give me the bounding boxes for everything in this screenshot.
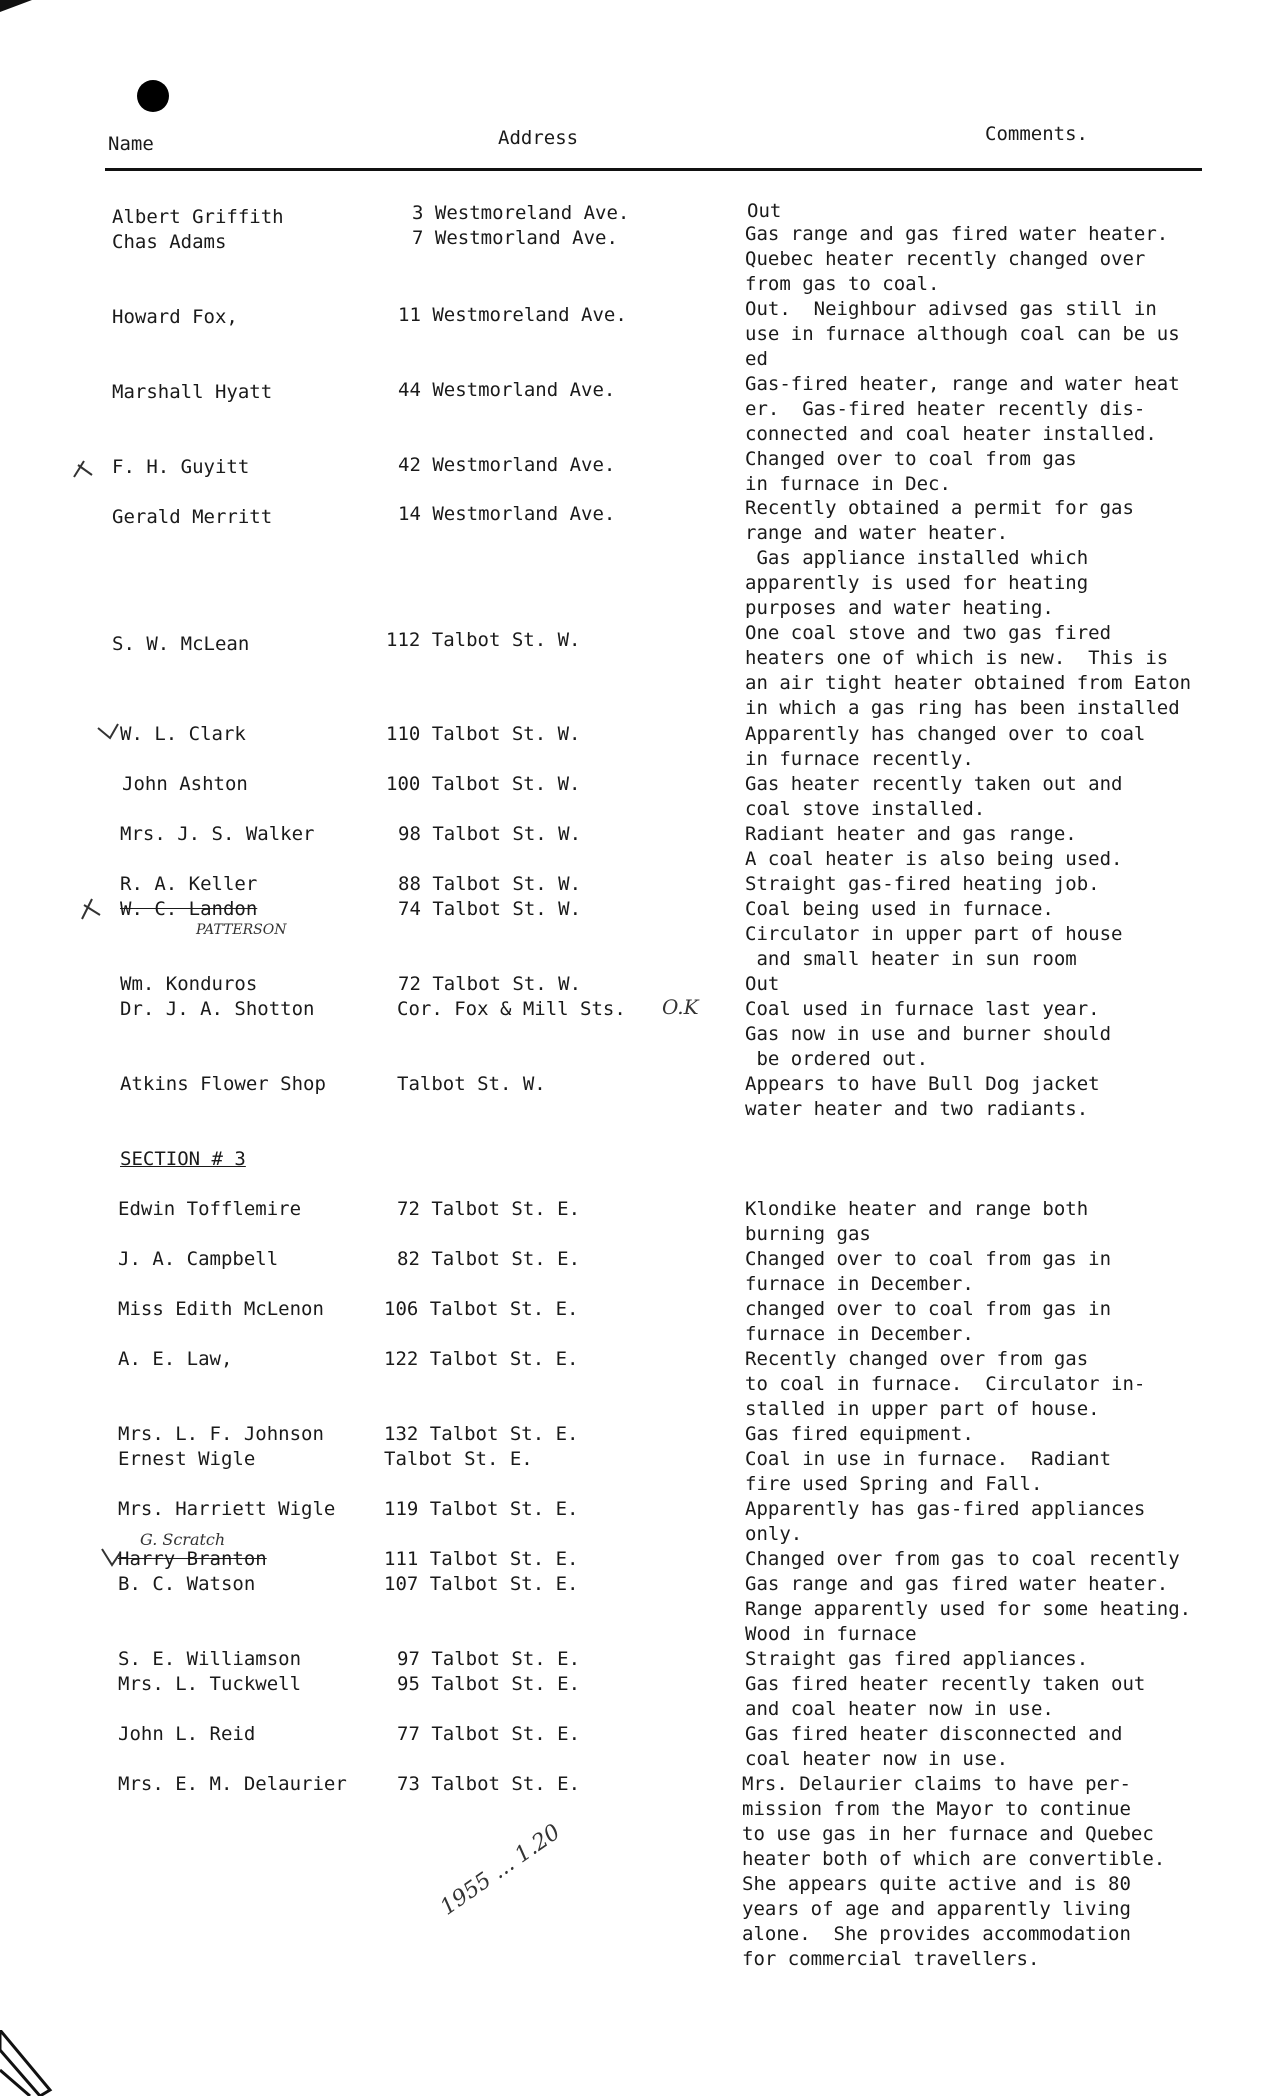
entry-name: B. C. Watson: [118, 1573, 256, 1595]
entry-comment: for commercial travellers.: [742, 1948, 1040, 1970]
entry-comment: Wood in furnace: [745, 1623, 917, 1645]
entry-address: 44 Westmorland Ave.: [398, 379, 616, 401]
entry-comment: years of age and apparently living: [742, 1898, 1131, 1920]
entry-address: 77 Talbot St. E.: [397, 1723, 581, 1745]
entry-address: 7 Westmorland Ave.: [412, 227, 618, 249]
entry-address: 132 Talbot St. E.: [384, 1423, 579, 1445]
handwritten-date-note: 1955 ... 1.20: [436, 1819, 565, 1921]
entry-comment: Changed over to coal from gas in: [745, 1248, 1112, 1270]
entry-name: Mrs. Harriett Wigle: [118, 1498, 336, 1520]
entry-comment: Gas fired heater disconnected and: [745, 1723, 1123, 1745]
entry-comment: One coal stove and two gas fired: [745, 622, 1112, 644]
entry-comment: Straight gas-fired heating job.: [745, 873, 1100, 895]
entry-address: 97 Talbot St. E.: [397, 1648, 581, 1670]
entry-name: Mrs. J. S. Walker: [120, 823, 315, 845]
entry-comment: range and water heater.: [745, 522, 1009, 544]
entry-comment: in which a gas ring has been installed: [745, 697, 1180, 719]
entry-comment: Recently changed over from gas: [745, 1348, 1089, 1370]
check-mark-icon: [70, 455, 100, 485]
entry-name: J. A. Campbell: [118, 1248, 279, 1270]
entry-name: Mrs. L. F. Johnson: [118, 1423, 324, 1445]
entry-address: Talbot St. E.: [384, 1448, 533, 1470]
entry-name: Edwin Tofflemire: [118, 1198, 302, 1220]
column-header-name: Name: [108, 133, 154, 155]
check-mark-icon: [96, 720, 124, 748]
entry-comment: alone. She provides accommodation: [742, 1923, 1131, 1945]
entry-comment: Radiant heater and gas range.: [745, 823, 1077, 845]
entry-comment: Gas fired equipment.: [745, 1423, 974, 1445]
entry-comment: Gas now in use and burner should: [745, 1023, 1112, 1045]
entry-comment: fire used Spring and Fall.: [745, 1473, 1043, 1495]
handwritten-ok: O.K: [662, 995, 699, 1019]
section-title: SECTION # 3: [120, 1148, 246, 1170]
entry-comment: burning gas: [745, 1223, 871, 1245]
entry-comment: ed: [745, 348, 768, 370]
entry-comment: from gas to coal.: [745, 273, 940, 295]
entry-name-struck: Harry Branton: [118, 1548, 267, 1570]
entry-address: 107 Talbot St. E.: [384, 1573, 579, 1595]
entry-address: 111 Talbot St. E.: [384, 1548, 579, 1570]
entry-comment: Gas fired heater recently taken out: [745, 1673, 1146, 1695]
entry-comment: Gas appliance installed which: [745, 547, 1089, 569]
entry-comment: Gas range and gas fired water heater.: [745, 223, 1169, 245]
entry-comment: and coal heater now in use.: [745, 1698, 1054, 1720]
corner-mark-icon: [0, 2030, 60, 2096]
entry-name: John L. Reid: [118, 1723, 256, 1745]
entry-address: 112 Talbot St. W.: [386, 629, 581, 651]
entry-comment: in furnace recently.: [745, 748, 974, 770]
entry-comment: Out: [747, 200, 782, 222]
entry-name: Ernest Wigle: [118, 1448, 256, 1470]
entry-address: Cor. Fox & Mill Sts.: [397, 998, 626, 1020]
entry-name: R. A. Keller: [120, 873, 258, 895]
entry-address: 106 Talbot St. E.: [384, 1298, 579, 1320]
column-header-comments: Comments.: [985, 123, 1088, 145]
entry-comment: Quebec heater recently changed over: [745, 248, 1146, 270]
entry-comment: Range apparently used for some heating.: [745, 1598, 1192, 1620]
entry-comment: use in furnace although coal can be us: [745, 323, 1180, 345]
entry-comment: connected and coal heater installed.: [745, 423, 1157, 445]
entry-comment: Klondike heater and range both: [745, 1198, 1089, 1220]
entry-comment: Out: [745, 973, 780, 995]
entry-name: Atkins Flower Shop: [120, 1073, 326, 1095]
entry-name: John Ashton: [122, 773, 248, 795]
entry-comment: and small heater in sun room: [745, 948, 1077, 970]
entry-comment: Recently obtained a permit for gas: [745, 497, 1134, 519]
entry-address: 42 Westmorland Ave.: [398, 454, 616, 476]
corner-mark-icon: [0, 0, 60, 40]
entry-comment: Appears to have Bull Dog jacket: [745, 1073, 1100, 1095]
entry-comment: er. Gas-fired heater recently dis-: [745, 398, 1146, 420]
entry-comment: Changed over to coal from gas: [745, 448, 1077, 470]
entry-address: Talbot St. W.: [397, 1073, 546, 1095]
entry-comment: an air tight heater obtained from Eaton: [745, 672, 1192, 694]
entry-address: 72 Talbot St. E.: [397, 1198, 581, 1220]
entry-comment: Circulator in upper part of house: [745, 923, 1123, 945]
entry-comment: Out. Neighbour adivsed gas still in: [745, 298, 1157, 320]
entry-comment: in furnace in Dec.: [745, 473, 951, 495]
entry-comment: A coal heater is also being used.: [745, 848, 1123, 870]
check-mark-icon: [78, 895, 106, 923]
header-rule: [105, 168, 1202, 171]
entry-name: Howard Fox,: [112, 306, 238, 328]
entry-name: W. L. Clark: [120, 723, 246, 745]
entry-name: F. H. Guyitt: [112, 456, 250, 478]
entry-name-struck: W. C. Landon: [120, 898, 258, 920]
entry-comment: mission from the Mayor to continue: [742, 1798, 1131, 1820]
entry-name: S. E. Williamson: [118, 1648, 302, 1670]
entry-address: 100 Talbot St. W.: [386, 773, 581, 795]
entry-comment: furnace in December.: [745, 1273, 974, 1295]
entry-comment: to coal in furnace. Circulator in-: [745, 1373, 1146, 1395]
entry-address: 88 Talbot St. W.: [398, 873, 582, 895]
entry-name: Mrs. L. Tuckwell: [118, 1673, 302, 1695]
entry-comment: Changed over from gas to coal recently: [745, 1548, 1180, 1570]
entry-comment: stalled in upper part of house.: [745, 1398, 1100, 1420]
handwritten-correction: PATTERSON: [196, 922, 287, 938]
entry-name: Marshall Hyatt: [112, 381, 273, 403]
entry-name: Wm. Konduros: [120, 973, 258, 995]
entry-comment: heater both of which are convertible.: [742, 1848, 1166, 1870]
entry-comment: be ordered out.: [745, 1048, 929, 1070]
entry-comment: coal stove installed.: [745, 798, 986, 820]
entry-name: S. W. McLean: [112, 633, 250, 655]
entry-comment: only.: [745, 1523, 803, 1545]
ink-blot: [137, 80, 169, 112]
entry-name: Albert Griffith: [112, 206, 284, 228]
entry-address: 3 Westmoreland Ave.: [412, 202, 630, 224]
entry-name: Miss Edith McLenon: [118, 1298, 324, 1320]
entry-address: 72 Talbot St. W.: [398, 973, 582, 995]
entry-comment: Coal in use in furnace. Radiant: [745, 1448, 1112, 1470]
entry-comment: Gas range and gas fired water heater.: [745, 1573, 1169, 1595]
entry-address: 110 Talbot St. W.: [386, 723, 581, 745]
entry-address: 14 Westmorland Ave.: [398, 503, 616, 525]
entry-comment: Mrs. Delaurier claims to have per-: [742, 1773, 1131, 1795]
entry-address: 82 Talbot St. E.: [397, 1248, 581, 1270]
entry-comment: Gas-fired heater, range and water heat: [745, 373, 1180, 395]
entry-comment: Coal used in furnace last year.: [745, 998, 1100, 1020]
entry-address: 98 Talbot St. W.: [398, 823, 582, 845]
entry-comment: coal heater now in use.: [745, 1748, 1009, 1770]
entry-comment: heaters one of which is new. This is: [745, 647, 1169, 669]
entry-comment: furnace in December.: [745, 1323, 974, 1345]
entry-address: 95 Talbot St. E.: [397, 1673, 581, 1695]
entry-comment: Gas heater recently taken out and: [745, 773, 1123, 795]
entry-address: 74 Talbot St. W.: [398, 898, 582, 920]
entry-comment: purposes and water heating.: [745, 597, 1054, 619]
entry-address: 73 Talbot St. E.: [397, 1773, 581, 1795]
entry-comment: She appears quite active and is 80: [742, 1873, 1131, 1895]
handwritten-correction: G. Scratch: [140, 1530, 226, 1549]
entry-address: 11 Westmoreland Ave.: [398, 304, 627, 326]
entry-comment: changed over to coal from gas in: [745, 1298, 1112, 1320]
entry-comment: Straight gas fired appliances.: [745, 1648, 1089, 1670]
entry-name: Dr. J. A. Shotton: [120, 998, 315, 1020]
entry-comment: apparently is used for heating: [745, 572, 1089, 594]
entry-address: 122 Talbot St. E.: [384, 1348, 579, 1370]
entry-comment: water heater and two radiants.: [745, 1098, 1089, 1120]
entry-name: A. E. Law,: [118, 1348, 233, 1370]
entry-comment: Coal being used in furnace.: [745, 898, 1054, 920]
column-header-address: Address: [498, 127, 579, 149]
entry-comment: to use gas in her furnace and Quebec: [742, 1823, 1154, 1845]
entry-comment: Apparently has gas-fired appliances: [745, 1498, 1146, 1520]
entry-name: Mrs. E. M. Delaurier: [118, 1773, 347, 1795]
entry-address: 119 Talbot St. E.: [384, 1498, 579, 1520]
entry-comment: Apparently has changed over to coal: [745, 723, 1146, 745]
entry-name: Chas Adams: [112, 231, 227, 253]
check-mark-icon: [100, 1545, 124, 1569]
entry-name: Gerald Merritt: [112, 506, 273, 528]
